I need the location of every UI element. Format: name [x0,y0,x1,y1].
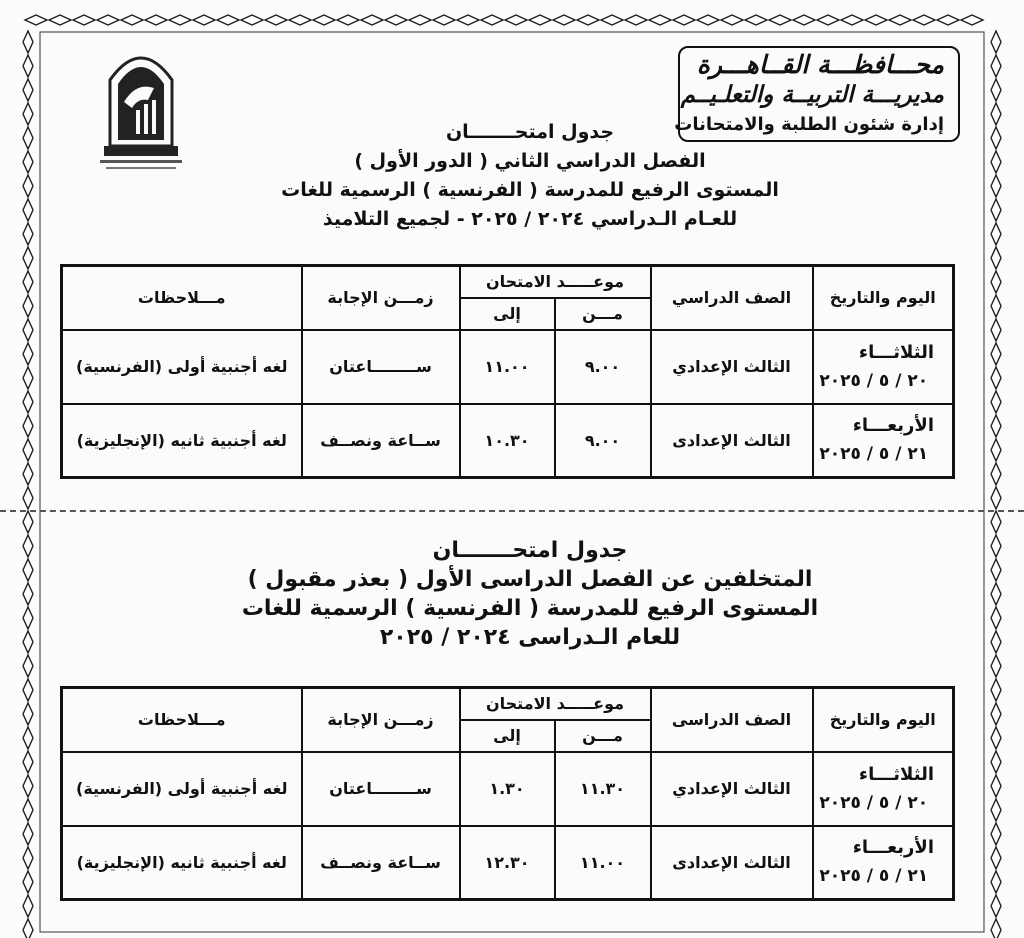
exam1-title: جدول امتحـــــــان [445,121,615,143]
notes-cell: لغه أجنبية ثانيه (الإنجليزية) [62,404,302,478]
header-date: اليوم والتاريخ [813,688,954,752]
exam2-subtitle: المتخلفين عن الفصل الدراسى الأول ( بعذر مقبول ) [247,567,813,592]
day-name: الأربعـــاء [852,415,934,437]
exam1-heading [260,118,800,234]
exam2-academic-year: للعام الـدراسى ٢٠٢٤ / ٢٠٢٥ [379,625,681,650]
header-exam-slot: موعـــــد الامتحان [460,688,651,720]
date-cell [813,752,954,826]
notes-cell: لغه أجنبية ثانيه (الإنجليزية) [62,826,302,900]
from-time: ١١.٠٠ [555,826,651,900]
exam2-schedule-table [60,686,955,901]
grade-cell: الثالث الإعدادى [651,826,813,900]
header-duration: زمـــن الإجابة [302,688,460,752]
date-cell [813,404,954,478]
duration-cell: ســــــــاعتان [302,330,460,404]
table-row [62,330,954,404]
grade-cell: الثالث الإعدادي [651,330,813,404]
exam1-subtitle: الفصل الدراسي الثاني ( الدور الأول ) [354,150,706,172]
exam1-academic-year: للعـام الـدراسي ٢٠٢٤ / ٢٠٢٥ - لجميع التلاميذ [322,208,738,230]
to-time: ١٢.٣٠ [460,826,555,900]
date-cell [813,330,954,404]
day-name: الثلاثـــاء [858,341,934,363]
to-time: ١١.٠٠ [460,330,555,404]
from-time: ١١.٣٠ [555,752,651,826]
section-divider [0,510,1024,512]
table-row [62,404,954,478]
day-name: الأربعـــاء [852,837,934,859]
exam-date: ٢١ / ٥ / ٢٠٢٥ [819,866,929,887]
header-exam-slot: موعـــــد الامتحان [460,266,651,298]
exam-date: ٢١ / ٥ / ٢٠٢٥ [819,444,929,465]
table-row [62,752,954,826]
header-notes: مـــلاحظات [62,266,302,330]
notes-cell: لغه أجنبية أولى (الفرنسية) [62,330,302,404]
exam1-school-level: المستوى الرفيع للمدرسة ( الفرنسية ) الرسمية للغات [281,179,779,201]
from-time: ٩.٠٠ [555,330,651,404]
to-time: ١٠.٣٠ [460,404,555,478]
date-cell [813,826,954,900]
header-grade: الصف الدراسي [651,266,813,330]
directorate-name: مديريـــة التربيــة والتعلـيــم [680,82,944,108]
exam2-title: جدول امتحـــــــان [432,538,628,563]
department-name: إدارة شئون الطلبة والامتحانات [674,114,944,135]
governorate-name: محـــافظـــة القــاهـــرة [696,50,944,79]
exam2-heading [220,536,840,652]
table-row [62,826,954,900]
header-date: اليوم والتاريخ [813,266,954,330]
from-time: ٩.٠٠ [555,404,651,478]
header-to: إلى [460,720,555,752]
exam2-school-level: المستوى الرفيع للمدرسة ( الفرنسية ) الرسمية للغات [241,596,819,621]
exam-date: ٢٠ / ٥ / ٢٠٢٥ [819,370,929,391]
duration-cell: ســــــــاعتان [302,752,460,826]
header-to: إلى [460,298,555,330]
header-from: مـــن [555,720,651,752]
day-name: الثلاثـــاء [858,763,934,785]
to-time: ١.٣٠ [460,752,555,826]
duration-cell: ســاعة ونصــف [302,404,460,478]
grade-cell: الثالث الإعدادي [651,752,813,826]
grade-cell: الثالث الإعدادى [651,404,813,478]
exam1-schedule-table [60,264,955,479]
header-grade: الصف الدراسى [651,688,813,752]
header-notes: مـــلاحظات [62,688,302,752]
header-duration: زمـــن الإجابة [302,266,460,330]
exam-date: ٢٠ / ٥ / ٢٠٢٥ [819,792,929,813]
duration-cell: ســاعة ونصــف [302,826,460,900]
notes-cell: لغه أجنبية أولى (الفرنسية) [62,752,302,826]
directorate-logo [96,40,186,178]
header-from: مـــن [555,298,651,330]
